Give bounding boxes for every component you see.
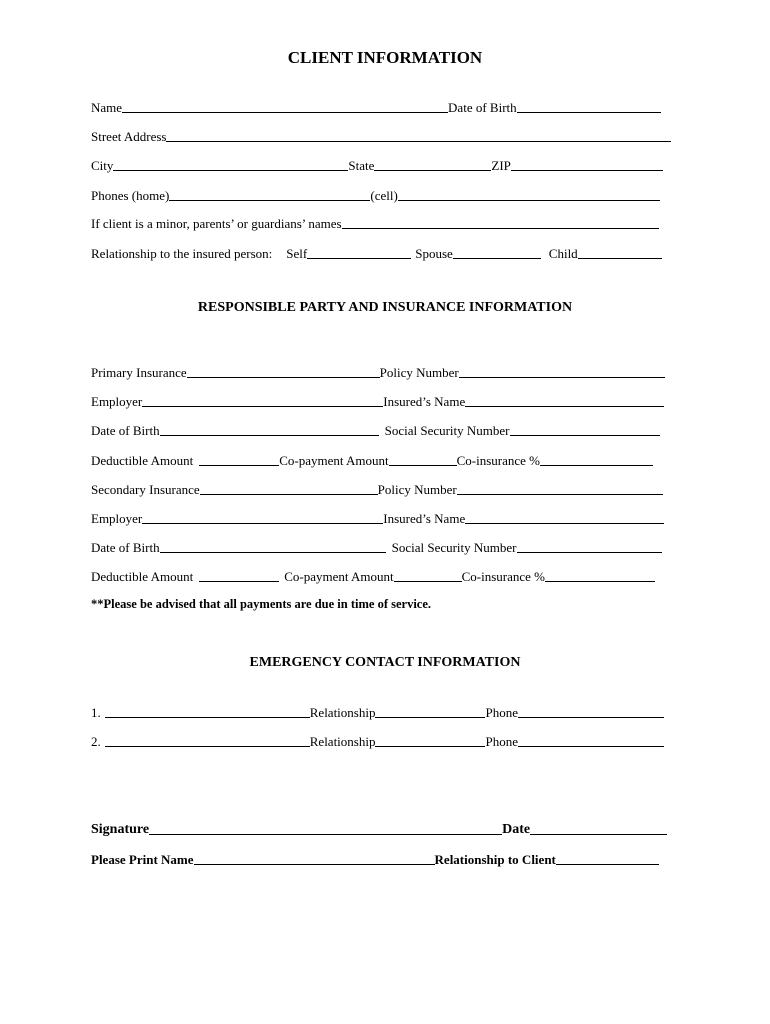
secondary-insureds-name-label: Insured’s Name: [383, 511, 466, 526]
secondary-coinsurance-field[interactable]: [545, 581, 655, 582]
primary-insureds-name-field[interactable]: [465, 406, 664, 407]
primary-employer-field[interactable]: [142, 406, 383, 407]
phone-cell-field[interactable]: [398, 200, 660, 201]
secondary-dob-ssn-row: [91, 536, 679, 556]
primary-copayment-field[interactable]: [389, 465, 457, 466]
primary-deductible-field[interactable]: [199, 465, 279, 466]
phones-row: [91, 184, 679, 204]
relationship-insured-label: Relationship to the insured person:: [91, 246, 273, 261]
name-label: Name: [91, 100, 123, 115]
zip-field[interactable]: [511, 170, 663, 171]
street-address-label: Street Address: [91, 129, 167, 144]
date-of-birth-label: Date of Birth: [448, 100, 517, 115]
primary-amounts-row: [91, 449, 679, 469]
ssn-label: Social Security Number: [384, 423, 510, 438]
policy-number-label: Policy Number: [379, 365, 459, 380]
state-label: State: [348, 158, 375, 173]
guardians-row: [91, 212, 679, 232]
emergency-contact-2-phone-field[interactable]: [518, 746, 664, 747]
secondary-policy-number-label: Policy Number: [377, 482, 457, 497]
relationship-to-client-label: Relationship to Client: [434, 852, 556, 867]
signature-label: Signature: [91, 822, 150, 837]
state-field[interactable]: [374, 170, 491, 171]
secondary-insured-dob-field[interactable]: [160, 552, 386, 553]
secondary-ssn-label: Social Security Number: [391, 540, 517, 555]
date-of-birth-field[interactable]: [517, 112, 661, 113]
secondary-insurance-row: [91, 478, 679, 498]
primary-ssn-field[interactable]: [510, 435, 660, 436]
primary-insured-dob-field[interactable]: [160, 435, 379, 436]
relationship-insured-row: [91, 242, 679, 262]
street-address-field[interactable]: [166, 141, 671, 142]
phone-home-label: Phones (home): [91, 188, 170, 203]
signature-date-label: Date: [502, 822, 531, 837]
emergency-contact-1-relationship-label: Relationship: [309, 705, 376, 720]
city-label: City: [91, 158, 114, 173]
deductible-label: Deductible Amount: [91, 453, 194, 468]
phone-cell-label: (cell): [370, 188, 398, 203]
secondary-employer-row: [91, 507, 679, 527]
print-name-field[interactable]: [194, 864, 435, 865]
payment-notice: **Please be advised that all payments are due in time of service.: [91, 597, 432, 611]
secondary-insurance-field[interactable]: [200, 494, 378, 495]
emergency-contact-1-name-field[interactable]: [105, 717, 310, 718]
emergency-contact-1-phone-field[interactable]: [518, 717, 664, 718]
secondary-dob-label: Date of Birth: [91, 540, 160, 555]
insured-dob-label: Date of Birth: [91, 423, 160, 438]
zip-label: ZIP: [491, 158, 511, 173]
primary-dob-ssn-row: [91, 419, 679, 439]
city-state-zip-row: [91, 154, 679, 174]
secondary-coinsurance-label: Co-insurance %: [461, 569, 545, 584]
primary-employer-row: [91, 390, 679, 410]
city-field[interactable]: [113, 170, 348, 171]
secondary-employer-label: Employer: [91, 511, 143, 526]
secondary-amounts-row: [91, 565, 679, 585]
guardians-names-label: If client is a minor, parents’ or guardians’ names: [91, 216, 342, 231]
coinsurance-label: Co-insurance %: [456, 453, 540, 468]
self-field[interactable]: [307, 258, 411, 259]
emergency-contact-1-number: 1.: [91, 705, 101, 720]
emergency-contact-2-row: [91, 730, 679, 750]
secondary-policy-number-field[interactable]: [457, 494, 663, 495]
copayment-label: Co-payment Amount: [279, 453, 389, 468]
secondary-employer-field[interactable]: [142, 523, 383, 524]
print-name-row: [91, 848, 679, 868]
child-field[interactable]: [578, 258, 662, 259]
emergency-contact-2-number: 2.: [91, 734, 101, 749]
emergency-contact-1-relationship-field[interactable]: [375, 717, 485, 718]
emergency-contact-1-phone-label: Phone: [485, 705, 518, 720]
emergency-contact-2-relationship-label: Relationship: [309, 734, 376, 749]
emergency-contact-2-relationship-field[interactable]: [375, 746, 485, 747]
emergency-section-title: EMERGENCY CONTACT INFORMATION: [249, 655, 521, 670]
secondary-deductible-field[interactable]: [199, 581, 279, 582]
secondary-copayment-field[interactable]: [394, 581, 462, 582]
primary-insurance-row: [91, 361, 679, 381]
child-label: Child: [548, 246, 578, 261]
phone-home-field[interactable]: [169, 200, 370, 201]
spouse-field[interactable]: [453, 258, 541, 259]
street-address-row: [91, 125, 679, 145]
primary-coinsurance-field[interactable]: [540, 465, 653, 466]
name-field[interactable]: [122, 112, 448, 113]
relationship-to-client-field[interactable]: [556, 864, 659, 865]
signature-row: [91, 818, 679, 838]
client-information-title: CLIENT INFORMATION: [287, 48, 483, 67]
primary-policy-number-field[interactable]: [459, 377, 665, 378]
print-name-label: Please Print Name: [91, 852, 194, 867]
secondary-deductible-label: Deductible Amount: [91, 569, 194, 584]
emergency-contact-1-row: [91, 701, 679, 721]
employer-label: Employer: [91, 394, 143, 409]
guardian-2-field[interactable]: [472, 228, 659, 229]
name-row: [91, 96, 679, 116]
signature-field[interactable]: [149, 834, 502, 835]
insureds-name-label: Insured’s Name: [383, 394, 466, 409]
guardian-1-field[interactable]: [342, 228, 472, 229]
spouse-label: Spouse: [415, 246, 453, 261]
secondary-insurance-label: Secondary Insurance: [91, 482, 200, 497]
primary-insurance-field[interactable]: [187, 377, 380, 378]
emergency-contact-2-phone-label: Phone: [485, 734, 518, 749]
primary-insurance-label: Primary Insurance: [91, 365, 187, 380]
secondary-ssn-field[interactable]: [517, 552, 662, 553]
insurance-section-title: RESPONSIBLE PARTY AND INSURANCE INFORMATION: [197, 300, 573, 315]
secondary-insureds-name-field[interactable]: [465, 523, 664, 524]
signature-date-field[interactable]: [530, 834, 667, 835]
secondary-copayment-label: Co-payment Amount: [284, 569, 394, 584]
self-label: Self: [286, 246, 308, 261]
emergency-contact-2-name-field[interactable]: [105, 746, 310, 747]
